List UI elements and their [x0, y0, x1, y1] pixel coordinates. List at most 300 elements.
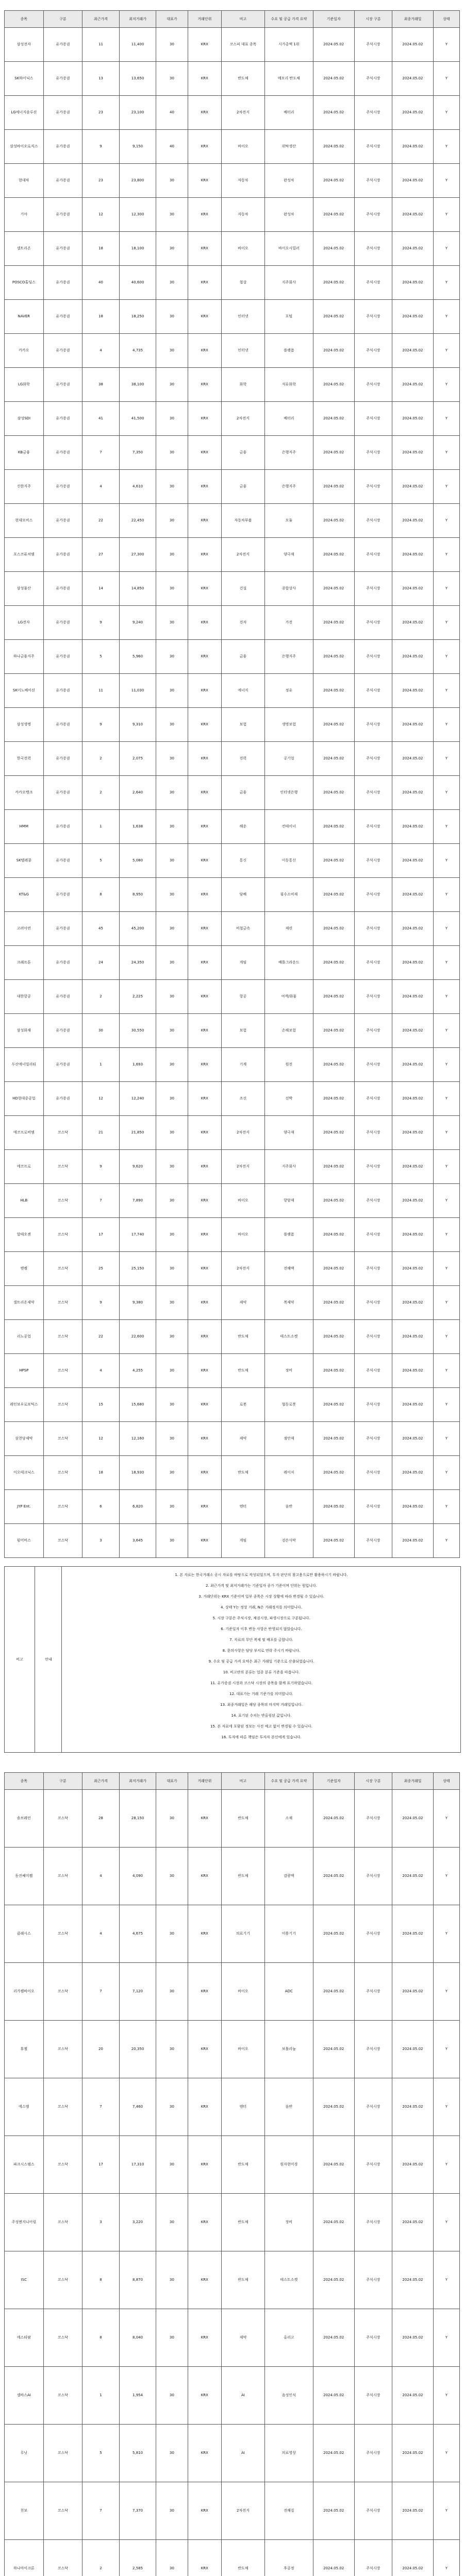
- table-cell: 5,810: [119, 2425, 156, 2482]
- table-cell: 주식시장: [354, 878, 392, 912]
- table-cell: 2024.05.02: [392, 844, 434, 878]
- table-cell: KRX: [188, 1848, 221, 1905]
- table-cell: 2024.05.02: [313, 334, 354, 368]
- table-cell: KRX: [188, 1116, 221, 1150]
- table-cell: 30: [156, 776, 188, 810]
- table-cell: 복제약: [264, 1286, 313, 1320]
- table-cell: 주식시장: [354, 810, 392, 844]
- table-cell: 주식시장: [354, 300, 392, 334]
- table-row: [5, 538, 460, 572]
- table-cell: 유가증권: [43, 640, 82, 674]
- table-cell: KRX: [188, 96, 221, 130]
- table-cell: 주식시장: [354, 980, 392, 1014]
- table-cell: 8: [82, 2251, 120, 2309]
- notes-lines: [64, 1570, 458, 1743]
- table-cell: 포스코퓨처엠: [5, 538, 44, 572]
- table-cell: 30: [156, 266, 188, 300]
- table-cell: 플랫폼: [264, 1218, 313, 1252]
- table-cell: 클래시스: [5, 1905, 44, 1963]
- table-cell: 7: [82, 1184, 120, 1218]
- table-cell: 30: [82, 1014, 120, 1048]
- table-cell: 삼성생명: [5, 708, 44, 742]
- table-row: [5, 1184, 460, 1218]
- table-cell: Y: [433, 878, 459, 912]
- table-row: [5, 2078, 460, 2136]
- table-cell: 5: [82, 844, 120, 878]
- table-cell: 에코프로: [5, 1150, 44, 1184]
- table-cell: 9,310: [119, 708, 156, 742]
- table-cell: 7,890: [119, 1184, 156, 1218]
- table-cell: 레인보우로보틱스: [5, 1388, 44, 1422]
- table-cell: 2024.05.02: [392, 2251, 434, 2309]
- data-table-2: [4, 1772, 460, 2576]
- table-row: [5, 470, 460, 504]
- table-cell: 자동차: [222, 198, 265, 232]
- table-cell: 2차전지: [222, 1150, 265, 1184]
- table-cell: 2024.05.02: [392, 878, 434, 912]
- table-cell: 9,620: [119, 1150, 156, 1184]
- table-cell: 22,450: [119, 504, 156, 538]
- table-cell: 해운: [222, 810, 265, 844]
- table-cell: KRX: [188, 1150, 221, 1184]
- table-cell: 리가켐바이오: [5, 1963, 44, 2021]
- table-cell: 2024.05.02: [392, 1116, 434, 1150]
- table-cell: 금융: [222, 436, 265, 470]
- column-header: 기준일자: [313, 1773, 354, 1790]
- table-cell: 23: [82, 96, 120, 130]
- table-cell: 코스닥: [43, 1388, 82, 1422]
- table-row: [5, 1524, 460, 1558]
- table-cell: 주식시장: [354, 742, 392, 776]
- table-cell: KT&G: [5, 878, 44, 912]
- table-cell: Y: [433, 912, 459, 946]
- table-cell: Y: [433, 504, 459, 538]
- table-cell: 2024.05.02: [392, 1963, 434, 2021]
- table-cell: KRX: [188, 2367, 221, 2425]
- table-cell: 4,610: [119, 470, 156, 504]
- table-cell: 주식시장: [354, 232, 392, 266]
- table-cell: 5,080: [119, 844, 156, 878]
- table-cell: 4: [82, 470, 120, 504]
- table-cell: 30: [156, 28, 188, 62]
- notes-label: 비고: [5, 1567, 35, 1752]
- table-cell: 4: [82, 334, 120, 368]
- table-cell: 30: [156, 946, 188, 980]
- table-cell: 2,585: [119, 2540, 156, 2576]
- table-cell: 2024.05.02: [392, 2425, 434, 2482]
- table-cell: KRX: [188, 266, 221, 300]
- table-cell: 2024.05.02: [313, 1354, 354, 1388]
- table-cell: KRX: [188, 2540, 221, 2576]
- table-cell: 휴젤: [5, 2021, 44, 2078]
- table-cell: 30,550: [119, 1014, 156, 1048]
- table-cell: 2024.05.02: [392, 1790, 434, 1848]
- table-cell: 한국전력: [5, 742, 44, 776]
- table-row: [5, 1082, 460, 1116]
- table-cell: 3: [82, 2194, 120, 2251]
- table-cell: KRX: [188, 2482, 221, 2540]
- table-cell: 유가증권: [43, 912, 82, 946]
- table-cell: 주식시장: [354, 402, 392, 436]
- table-cell: Y: [433, 198, 459, 232]
- table-cell: 제약: [222, 2309, 265, 2367]
- table-cell: 5,960: [119, 640, 156, 674]
- table-cell: KRX: [188, 2251, 221, 2309]
- table-cell: 유가증권: [43, 980, 82, 1014]
- table-cell: 30: [156, 2021, 188, 2078]
- header-row: [5, 1773, 460, 1790]
- note-line: 15. 본 자료에 포함된 정보는 사전 예고 없이 변경될 수 있습니다.: [210, 1724, 312, 1728]
- table-cell: Y: [433, 2251, 459, 2309]
- table-cell: 코스닥: [43, 2251, 82, 2309]
- table-cell: 9: [82, 1150, 120, 1184]
- table-cell: 40: [156, 96, 188, 130]
- table-cell: 30: [156, 1524, 188, 1558]
- table-cell: 철강: [222, 266, 265, 300]
- table-cell: 셀바스AI: [5, 2367, 44, 2425]
- table-cell: 30: [156, 878, 188, 912]
- table-cell: Y: [433, 164, 459, 198]
- table-cell: 주식시장: [354, 470, 392, 504]
- table-cell: 18: [82, 1456, 120, 1490]
- table-cell: 2024.05.02: [313, 1422, 354, 1456]
- table-cell: 2024.05.02: [313, 674, 354, 708]
- table-cell: 18,100: [119, 232, 156, 266]
- table-row: [5, 708, 460, 742]
- table-cell: 유가증권: [43, 504, 82, 538]
- table-row: [5, 1490, 460, 1524]
- table-cell: 2024.05.02: [313, 1082, 354, 1116]
- table-cell: 30: [156, 436, 188, 470]
- table-cell: 코스닥: [43, 1456, 82, 1490]
- table-cell: 배틀그라운드: [264, 946, 313, 980]
- table-cell: 주식시장: [354, 266, 392, 300]
- table-cell: 주식시장: [354, 2425, 392, 2482]
- table-cell: 12,300: [119, 198, 156, 232]
- note-line: 12. 대표가는 거래 기준가를 의미합니다.: [229, 1692, 293, 1696]
- table-cell: Y: [433, 674, 459, 708]
- header-row: [5, 11, 460, 28]
- table-cell: KRX: [188, 470, 221, 504]
- table-cell: 2024.05.02: [313, 708, 354, 742]
- table-cell: 주식시장: [354, 2078, 392, 2136]
- table-cell: 2024.05.02: [313, 2540, 354, 2576]
- table-cell: 건설: [222, 572, 265, 606]
- table-cell: 30: [156, 2078, 188, 2136]
- table-cell: ADC: [264, 1963, 313, 2021]
- table-cell: 코스닥: [43, 2136, 82, 2194]
- table-cell: 2024.05.02: [313, 470, 354, 504]
- table-cell: 2024.05.02: [313, 2194, 354, 2251]
- table-row: [5, 2367, 460, 2425]
- table-cell: 자동차부품: [222, 504, 265, 538]
- table-cell: 인터넷: [222, 300, 265, 334]
- table-cell: 2024.05.02: [392, 1354, 434, 1388]
- table-cell: 30: [156, 1082, 188, 1116]
- table-cell: 알테오젠: [5, 1218, 44, 1252]
- table-cell: 주식시장: [354, 2136, 392, 2194]
- table-cell: 바이오: [222, 232, 265, 266]
- table-cell: 주식시장: [354, 1790, 392, 1848]
- table-cell: 2024.05.02: [313, 776, 354, 810]
- table-cell: 2024.05.02: [392, 810, 434, 844]
- table-cell: 30: [156, 1848, 188, 1905]
- table-cell: 9,380: [119, 1286, 156, 1320]
- table-cell: 코스닥: [43, 1116, 82, 1150]
- table-cell: 항암제: [264, 1184, 313, 1218]
- table-cell: KRX: [188, 1218, 221, 1252]
- table-cell: KRX: [188, 164, 221, 198]
- table-cell: 2024.05.02: [392, 2540, 434, 2576]
- column-header: 거래단위: [188, 11, 221, 28]
- table-cell: 원전: [264, 1048, 313, 1082]
- table-cell: 테스트소켓: [264, 2251, 313, 2309]
- table-cell: KRX: [188, 504, 221, 538]
- table-cell: 2024.05.02: [392, 2482, 434, 2540]
- column-header: 최종거래일: [392, 11, 434, 28]
- table-cell: Y: [433, 1963, 459, 2021]
- column-header: 최저거래가: [119, 11, 156, 28]
- table-cell: 30: [156, 1252, 188, 1286]
- table-cell: KRX: [188, 708, 221, 742]
- table-cell: Y: [433, 2309, 459, 2367]
- table-cell: 23: [82, 164, 120, 198]
- table-cell: Y: [433, 538, 459, 572]
- table-row: [5, 1218, 460, 1252]
- table-cell: Y: [433, 1320, 459, 1354]
- table-cell: 11: [82, 28, 120, 62]
- column-header: 구분: [43, 1773, 82, 1790]
- table-cell: 7: [82, 436, 120, 470]
- table-cell: 포털: [264, 300, 313, 334]
- table-cell: Y: [433, 2021, 459, 2078]
- table-cell: 유가증권: [43, 606, 82, 640]
- table-cell: 장비: [264, 2194, 313, 2251]
- table-cell: Y: [433, 776, 459, 810]
- table-cell: 2024.05.02: [313, 28, 354, 62]
- table-cell: 4: [82, 1905, 120, 1963]
- table-cell: 27: [82, 538, 120, 572]
- table-cell: SK텔레콤: [5, 844, 44, 878]
- table-cell: 9: [82, 606, 120, 640]
- table-cell: 은행지주: [264, 470, 313, 504]
- table-cell: 30: [156, 2482, 188, 2540]
- table-cell: 2024.05.02: [313, 1456, 354, 1490]
- table-cell: 30: [156, 980, 188, 1014]
- table-cell: HPSP: [5, 1354, 44, 1388]
- table-cell: 15: [82, 1388, 120, 1422]
- table-cell: 2024.05.02: [392, 1184, 434, 1218]
- table-cell: 2,225: [119, 980, 156, 1014]
- table-cell: 주식시장: [354, 776, 392, 810]
- table-cell: 30: [156, 1905, 188, 1963]
- table-cell: 17: [82, 2136, 120, 2194]
- table-cell: Y: [433, 640, 459, 674]
- column-header: 거래단위: [188, 1773, 221, 1790]
- table-row: [5, 1252, 460, 1286]
- table-cell: 코스피 대표 종목: [222, 28, 265, 62]
- table-cell: 6: [82, 1490, 120, 1524]
- table-cell: 30: [156, 1320, 188, 1354]
- table-cell: Y: [433, 980, 459, 1014]
- table-cell: 30: [156, 2136, 188, 2194]
- table-cell: Y: [433, 1354, 459, 1388]
- table-cell: 8,950: [119, 878, 156, 912]
- table-cell: 반도체: [222, 2136, 265, 2194]
- table-cell: 2024.05.02: [313, 912, 354, 946]
- column-header: 상태: [433, 11, 459, 28]
- table-cell: 반도체: [222, 1354, 265, 1388]
- table-cell: 1: [82, 1048, 120, 1082]
- table-cell: Y: [433, 300, 459, 334]
- table-cell: 2: [82, 742, 120, 776]
- table-cell: KRX: [188, 62, 221, 96]
- table-cell: 코스닥: [43, 1490, 82, 1524]
- table-cell: KRX: [188, 1286, 221, 1320]
- table-cell: 리노공업: [5, 1320, 44, 1354]
- table-cell: 컨테이너: [264, 810, 313, 844]
- table-cell: 가전: [264, 606, 313, 640]
- table-cell: 13: [82, 62, 120, 96]
- table-cell: 2024.05.02: [392, 1218, 434, 1252]
- table-cell: KRX: [188, 640, 221, 674]
- table-cell: 바이오: [222, 1218, 265, 1252]
- table-cell: 반도체: [222, 1790, 265, 1848]
- table-cell: 코스닥: [43, 1524, 82, 1558]
- table-cell: 2024.05.02: [392, 504, 434, 538]
- table-cell: 12: [82, 1422, 120, 1456]
- column-header: 구분: [43, 11, 82, 28]
- table-row: [5, 2425, 460, 2482]
- column-header: 종목: [5, 11, 44, 28]
- table-cell: 2024.05.02: [313, 198, 354, 232]
- table-cell: 2024.05.02: [313, 1388, 354, 1422]
- table-cell: 음반: [264, 1490, 313, 1524]
- table-cell: 2024.05.02: [313, 1048, 354, 1082]
- table-cell: 2024.05.02: [392, 1524, 434, 1558]
- table-cell: KRX: [188, 2309, 221, 2367]
- table-cell: 인터넷은행: [264, 776, 313, 810]
- table-cell: 유가증권: [43, 62, 82, 96]
- table-cell: 삼성화재: [5, 1014, 44, 1048]
- table-cell: 코스닥: [43, 1422, 82, 1456]
- table-cell: 유가증권: [43, 130, 82, 164]
- table-cell: KRX: [188, 130, 221, 164]
- table-cell: 1,954: [119, 2367, 156, 2425]
- table-row: [5, 1963, 460, 2021]
- table-cell: KRX: [188, 1320, 221, 1354]
- column-header: 최근가격: [82, 1773, 120, 1790]
- table-cell: 주식시장: [354, 1848, 392, 1905]
- table-cell: 30: [156, 2367, 188, 2425]
- table-cell: 9: [82, 130, 120, 164]
- table-cell: 유가증권: [43, 436, 82, 470]
- table-cell: 완성차: [264, 164, 313, 198]
- table-cell: 시가총액 1위: [264, 28, 313, 62]
- table-cell: 제련: [264, 912, 313, 946]
- table-cell: 이동통신: [264, 844, 313, 878]
- table-cell: 5: [82, 2425, 120, 2482]
- table-row: [5, 300, 460, 334]
- table-cell: 현대모비스: [5, 504, 44, 538]
- column-header: 시장 구분: [354, 11, 392, 28]
- table-cell: 2024.05.02: [392, 232, 434, 266]
- table-cell: 17,310: [119, 2136, 156, 2194]
- table-cell: KRX: [188, 368, 221, 402]
- table-cell: 유가증권: [43, 1082, 82, 1116]
- note-line: 13. 최종거래일은 해당 종목의 마지막 거래일입니다.: [220, 1703, 303, 1707]
- table-cell: 7,460: [119, 2078, 156, 2136]
- table-cell: 은행지주: [264, 436, 313, 470]
- table-cell: Y: [433, 1286, 459, 1320]
- table-cell: 배터리: [264, 96, 313, 130]
- table-row: [5, 2309, 460, 2367]
- table-cell: 보험: [222, 708, 265, 742]
- table-cell: 24,350: [119, 946, 156, 980]
- table-cell: 주식시장: [354, 2251, 392, 2309]
- table-cell: KRX: [188, 2136, 221, 2194]
- table-cell: 2: [82, 980, 120, 1014]
- table-row: [5, 164, 460, 198]
- table-cell: 4,735: [119, 334, 156, 368]
- table-cell: 금융: [222, 776, 265, 810]
- table-row: [5, 640, 460, 674]
- table-cell: 20,350: [119, 2021, 156, 2078]
- table-cell: Y: [433, 2136, 459, 2194]
- table-cell: KRX: [188, 1456, 221, 1490]
- table-cell: 2024.05.02: [313, 1014, 354, 1048]
- table-cell: 지주회사: [264, 1150, 313, 1184]
- table-cell: 코스닥: [43, 2425, 82, 2482]
- table-cell: 장비: [264, 1354, 313, 1388]
- table-cell: KRX: [188, 2425, 221, 2482]
- table-cell: 유가증권: [43, 946, 82, 980]
- table-cell: Y: [433, 1905, 459, 1963]
- table-cell: 30: [156, 2425, 188, 2482]
- table-cell: 주식시장: [354, 1905, 392, 1963]
- table-row: [5, 1456, 460, 1490]
- table-cell: 7,350: [119, 436, 156, 470]
- table-row: [5, 334, 460, 368]
- table-cell: KRX: [188, 1388, 221, 1422]
- table-cell: Y: [433, 2078, 459, 2136]
- table-cell: 필수소비재: [264, 878, 313, 912]
- table-cell: 2024.05.02: [313, 1116, 354, 1150]
- table-cell: 2024.05.02: [392, 1286, 434, 1320]
- table-cell: KRX: [188, 572, 221, 606]
- table-cell: KRX: [188, 674, 221, 708]
- table-cell: 코스닥: [43, 2482, 82, 2540]
- table-cell: Y: [433, 1422, 459, 1456]
- table-cell: KRX: [188, 776, 221, 810]
- table-cell: 20: [82, 2021, 120, 2078]
- table-row: [5, 1014, 460, 1048]
- note-line: 2. 최근가격 및 최저거래가는 기준일자 종가 기준이며 단위는 원입니다.: [205, 1584, 318, 1588]
- table-cell: 30: [156, 1116, 188, 1150]
- table-cell: 30: [156, 2309, 188, 2367]
- data-table-1: [4, 10, 460, 1558]
- table-row: [5, 2540, 460, 2576]
- note-line: 3. 거래단위는 KRX 기준이며 일부 종목은 시장 상황에 따라 변경될 수 있습니다.: [198, 1595, 324, 1599]
- table-cell: 두산에너빌리티: [5, 1048, 44, 1082]
- table-cell: 2024.05.02: [392, 606, 434, 640]
- table-cell: Y: [433, 742, 459, 776]
- table-cell: 2024.05.02: [392, 946, 434, 980]
- table-cell: 주식시장: [354, 504, 392, 538]
- table-cell: 2024.05.02: [313, 640, 354, 674]
- note-line: 7. 자료의 무단 복제 및 배포를 금합니다.: [229, 1638, 293, 1642]
- table-cell: Y: [433, 708, 459, 742]
